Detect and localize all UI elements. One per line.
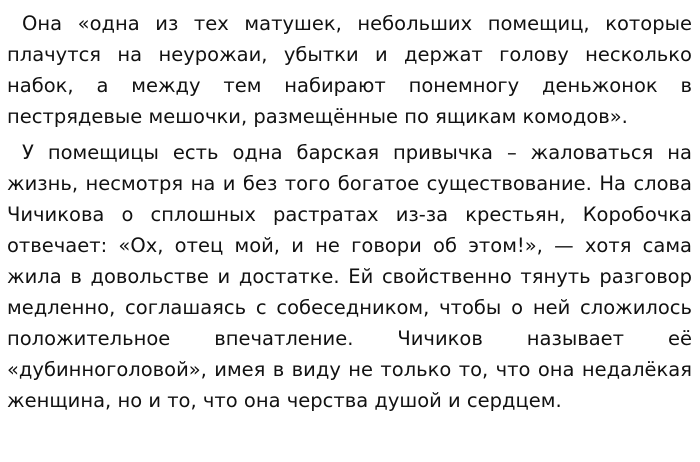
paragraph-2: У помещицы есть одна барская привычка – жаловаться на жизнь, несмотря на и без того богатое существование. На слова Чичикова о сплошных растратах из-за крестьян, Коробочка отвечает: «Ох, отец мой, и не говори об этом!», — хотя сама жила в довольстве и достатке. Ей свойственно тянуть разговор медленно, соглашаясь с собеседником, чтобы о ней сложилось положительное впечатление. Чичиков называет её «дубинноголовой», имея в виду не только то, что она недалёкая женщина, но и то, что она черства душой и сердцем. — [7, 141, 692, 412]
paragraph-1: Она «одна из тех матушек, небольших помещиц, которые плачутся на неурожаи, убытки и держат голову несколько набок, а между тем набирают понемногу деньжонок в пестрядевые мешочки, размещённые по ящикам комодов». — [7, 12, 692, 128]
